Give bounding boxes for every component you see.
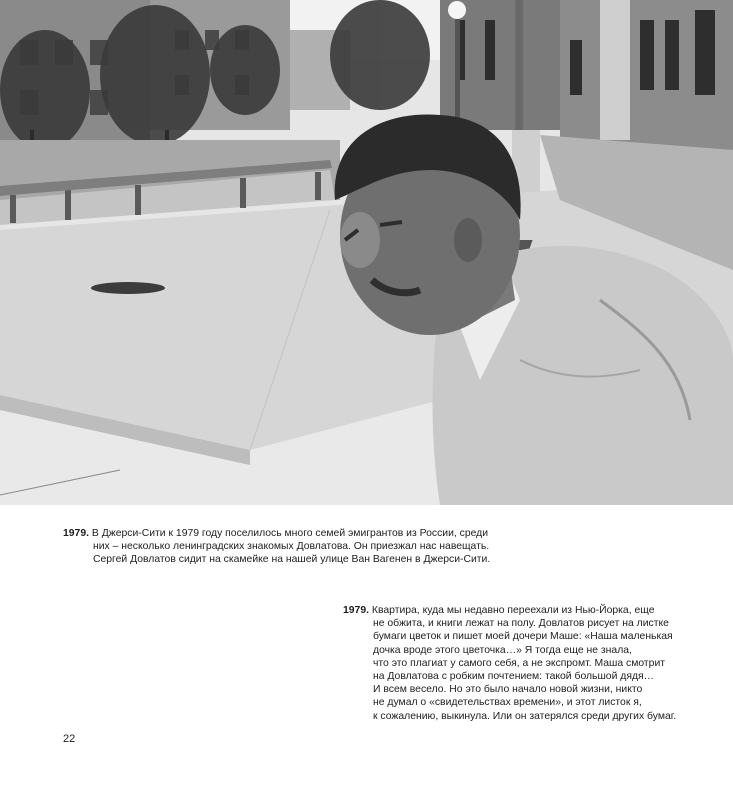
caption-bottom-line-1 — [343, 604, 703, 617]
caption-bottom-line-3: бумаги цветок и пишет моей дочери Маше: «Наша маленькая — [373, 631, 673, 643]
caption-bottom-line-6: на Довлатова с робким почтением: такой большой дядя… — [373, 671, 655, 683]
caption-bottom-line-9: к сожалению, выкинула. Или он затерялся среди других бумаг. — [373, 710, 677, 722]
caption-bottom — [343, 604, 703, 723]
caption-bottom-line-5: что это плагиат у самого себя, а не экспромт. Маша смотрит — [373, 657, 666, 669]
caption-bottom-line-7: И всем весело. Но это было начало новой жизни, никто — [373, 684, 643, 696]
caption-bottom-year: 1979. — [343, 605, 370, 616]
caption-top — [63, 527, 503, 567]
caption-top-line-2: них – несколько ленинградских знакомых Довлатова. Он приезжал нас навещать. — [93, 541, 490, 553]
caption-bottom-line-8: не думал о «свидетельствах времени», и этот листок я, — [373, 697, 642, 709]
caption-top-year: 1979. — [63, 528, 90, 539]
caption-bottom-text-1: Квартира, куда мы недавно переехали из Нью-Йорка, еще — [371, 605, 655, 616]
caption-top-text-1: В Джерси-Сити к 1979 году поселилось много семей эмигрантов из России, среди — [91, 528, 489, 539]
page-number: 22 — [63, 733, 76, 745]
caption-bottom-line-2: не обжита, и книги лежат на полу. Довлатов рисует на листке — [373, 618, 669, 630]
caption-bottom-line-4: дочка вроде этого цветочка…» Я тогда еще не знала, — [373, 644, 632, 656]
caption-top-line-3: Сергей Довлатов сидит на скамейке на нашей улице Ван Вагенен в Джерси-Сити. — [93, 554, 491, 566]
caption-top-line-1 — [63, 527, 503, 540]
